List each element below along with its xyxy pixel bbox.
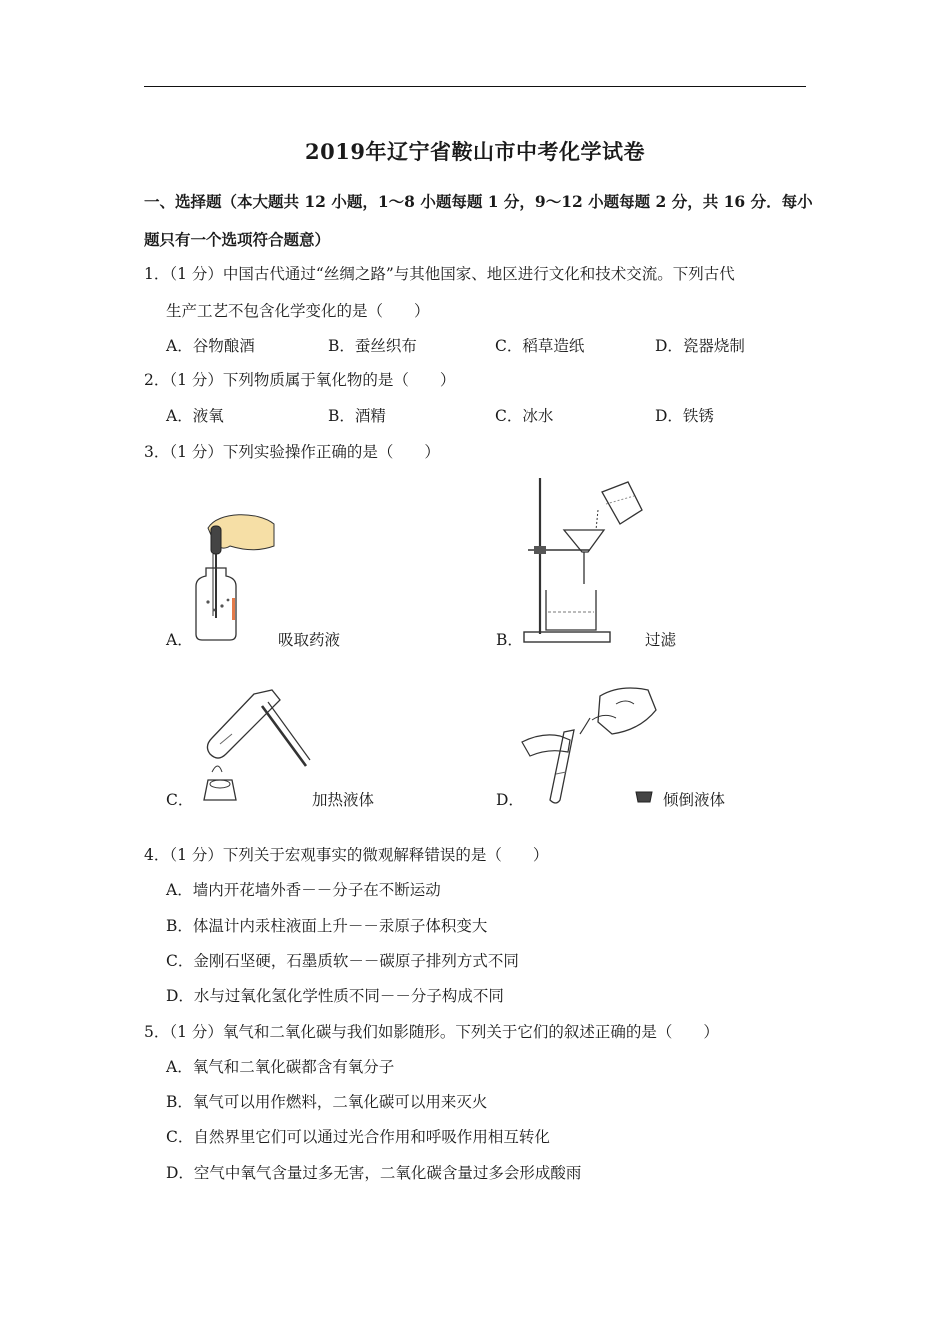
q3-option-d-letter: D． bbox=[496, 791, 524, 809]
figure-dropper-bottle bbox=[188, 506, 280, 646]
figure-heating-liquid bbox=[196, 688, 312, 806]
q1-option-b: B．蚕丝织布 bbox=[328, 337, 417, 355]
q3-option-b-caption: 过滤 bbox=[645, 631, 677, 649]
q2-option-a: A．液氧 bbox=[166, 407, 224, 425]
q1-stem-line2: 生产工艺不包含化学变化的是（ ） bbox=[166, 302, 430, 320]
q5-option-b: B．氧气可以用作燃料，二氧化碳可以用来灭火 bbox=[166, 1093, 488, 1111]
q5-stem: 5．（1 分）氧气和二氧化碳与我们如影随形。下列关于它们的叙述正确的是（ ） bbox=[144, 1023, 719, 1041]
q3-option-b-letter: B． bbox=[496, 631, 523, 649]
q3-option-c-letter: C． bbox=[166, 791, 194, 809]
section-heading-line1: 一、选择题（本大题共 12 小题，1～8 小题每题 1 分，9～12 小题每题 2 分，共 16 分．每小 bbox=[144, 192, 813, 211]
q4-stem: 4．（1 分）下列关于宏观事实的微观解释错误的是（ ） bbox=[144, 846, 549, 864]
q5-option-c: C．自然界里它们可以通过光合作用和呼吸作用相互转化 bbox=[166, 1128, 550, 1146]
section-heading-line2: 题只有一个选项符合题意） bbox=[144, 230, 331, 249]
figure-pouring-liquid bbox=[520, 682, 662, 808]
q5-option-a: A．氧气和二氧化碳都含有氧分子 bbox=[166, 1058, 395, 1076]
q3-option-c-caption: 加热液体 bbox=[312, 791, 375, 809]
page-title: 2019年辽宁省鞍山市中考化学试卷 bbox=[305, 139, 645, 164]
figure-filtration bbox=[520, 474, 645, 646]
q4-option-c: C．金刚石坚硬，石墨质软－－碳原子排列方式不同 bbox=[166, 952, 519, 970]
header-rule bbox=[144, 86, 806, 87]
q1-option-a: A．谷物酿酒 bbox=[166, 337, 255, 355]
q5-option-d: D．空气中氧气含量过多无害，二氧化碳含量过多会形成酸雨 bbox=[166, 1164, 582, 1182]
q4-option-a: A．墙内开花墙外香－－分子在不断运动 bbox=[166, 881, 441, 899]
q3-option-a-letter: A． bbox=[166, 631, 193, 649]
q1-stem-line1: 1．（1 分）中国古代通过“丝绸之路”与其他国家、地区进行文化和技术交流。下列古代 bbox=[144, 265, 735, 283]
q4-option-b: B．体温计内汞柱液面上升－－汞原子体积变大 bbox=[166, 917, 488, 935]
q2-option-c: C．冰水 bbox=[495, 407, 554, 425]
q1-option-c: C．稻草造纸 bbox=[495, 337, 585, 355]
q1-option-d: D．瓷器烧制 bbox=[655, 337, 745, 355]
q2-stem: 2．（1 分）下列物质属于氧化物的是（ ） bbox=[144, 371, 456, 389]
q3-stem: 3．（1 分）下列实验操作正确的是（ ） bbox=[144, 443, 440, 461]
q3-option-a-caption: 吸取药液 bbox=[278, 631, 341, 649]
q2-option-b: B．酒精 bbox=[328, 407, 386, 425]
q2-option-d: D．铁锈 bbox=[655, 407, 714, 425]
q3-option-d-caption: 倾倒液体 bbox=[663, 791, 726, 809]
q4-option-d: D．水与过氧化氢化学性质不同－－分子构成不同 bbox=[166, 987, 504, 1005]
